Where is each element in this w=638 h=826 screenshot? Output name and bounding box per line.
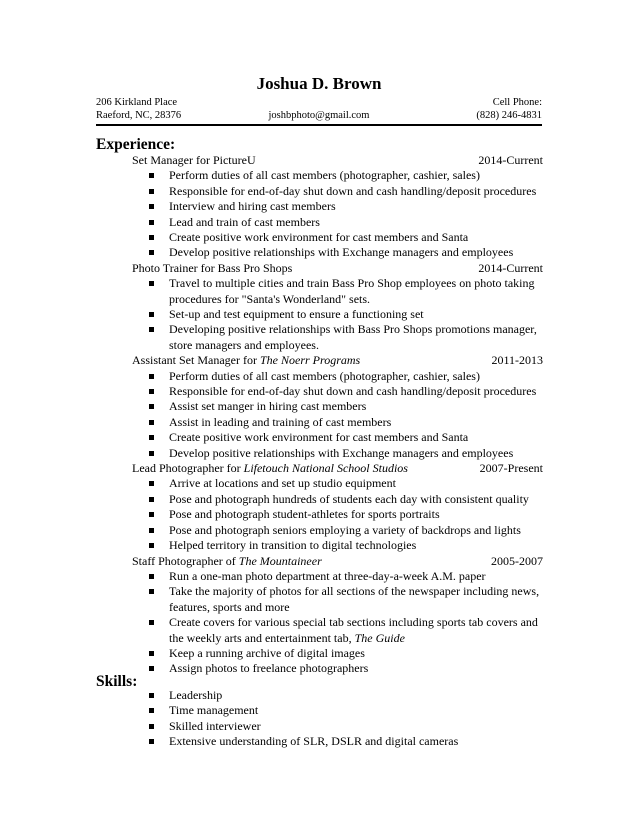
bullet-icon	[149, 574, 154, 579]
job-organization: The Mountaineer	[238, 553, 322, 568]
skills-list	[96, 688, 543, 750]
list-item: Interview and hiring cast members	[96, 199, 543, 214]
bullet-icon	[149, 708, 154, 713]
list-item: Pose and photograph hundreds of students each day with consistent quality	[96, 492, 543, 507]
list-item: Perform duties of all cast members (photographer, cashier, sales)	[96, 369, 543, 384]
job-organization: The Noerr Programs	[259, 353, 361, 368]
job-title-line	[96, 261, 543, 276]
bullet-icon	[149, 724, 154, 729]
job-title-prefix: Staff Photographer of	[132, 553, 239, 568]
list-item: Responsible for end-of-day shut down and cash handling/deposit procedures	[96, 184, 543, 199]
job-duties-list	[96, 369, 543, 461]
list-item: Take the majority of photos for all sections of the newspaper including news, features, sports and more	[96, 584, 543, 615]
bullet-icon	[149, 189, 154, 194]
phone-number: (828) 246-4831	[476, 110, 542, 121]
list-item: Run a one-man photo department at three-day-a-week A.M. paper	[96, 569, 543, 584]
list-item: Extensive understanding of SLR, DSLR and digital cameras	[96, 734, 543, 749]
bullet-icon	[149, 512, 154, 517]
bullet-icon	[149, 451, 154, 456]
list-item: Pose and photograph seniors employing a variety of backdrops and lights	[96, 523, 543, 538]
bullet-icon	[149, 404, 154, 409]
list-item: Developing positive relationships with Bass Pro Shops promotions manager, store managers and employees.	[96, 322, 543, 353]
list-item: Travel to multiple cities and train Bass Pro Shop employees on photo taking procedures for "Santa's Wonderland" sets.	[96, 276, 543, 307]
bullet-icon	[149, 374, 154, 379]
bullet-icon	[149, 220, 154, 225]
bullet-icon	[149, 589, 154, 594]
bullet-icon	[149, 528, 154, 533]
list-item: Assign photos to freelance photographers	[96, 661, 543, 676]
bullet-icon	[149, 651, 154, 656]
resume-name: Joshua D. Brown	[256, 74, 382, 93]
job-duties-list	[96, 168, 543, 260]
list-item: Arrive at locations and set up studio equipment	[96, 476, 543, 491]
email-address: joshbphoto@gmail.com	[268, 110, 370, 121]
address-line-2: Raeford, NC, 28376	[96, 110, 182, 121]
list-item: Develop positive relationships with Exchange managers and employees	[96, 245, 543, 260]
job-dates: 2014-Current	[478, 260, 543, 275]
bullet-icon	[149, 173, 154, 178]
list-item: Assist in leading and training of cast members	[96, 415, 543, 430]
list-item: Set-up and test equipment to ensure a functioning set	[96, 307, 543, 322]
bullet-icon	[149, 250, 154, 255]
job-dates: 2007-Present	[479, 461, 543, 476]
phone-block	[476, 96, 542, 122]
bullet-icon	[149, 435, 154, 440]
list-item: Leadership	[96, 688, 543, 703]
bullet-icon	[149, 693, 154, 698]
job-title-prefix: Assistant Set Manager for	[132, 353, 260, 368]
list-item: Create positive work environment for cast members and Santa	[96, 230, 543, 245]
list-item: Responsible for end-of-day shut down and cash handling/deposit procedures	[96, 384, 543, 399]
bullet-icon	[149, 312, 154, 317]
list-item: Keep a running archive of digital images	[96, 646, 543, 661]
bullet-icon	[149, 497, 154, 502]
publication-name: The Guide	[354, 630, 405, 645]
list-item: Perform duties of all cast members (photographer, cashier, sales)	[96, 168, 543, 183]
list-item: Pose and photograph student-athletes for sports portraits	[96, 507, 543, 522]
job-duties-list	[96, 569, 543, 677]
experience-section	[96, 153, 543, 677]
list-item: Create positive work environment for cast members and Santa	[96, 430, 543, 445]
bullet-icon	[149, 327, 154, 332]
job-organization: Lifetouch National School Studios	[243, 461, 408, 476]
skills-section	[96, 688, 543, 750]
job-duties-list	[96, 276, 543, 353]
list-item: Develop positive relationships with Exchange managers and employees	[96, 446, 543, 461]
header-divider	[96, 124, 542, 126]
job-title-line	[96, 153, 543, 168]
bullet-icon	[149, 420, 154, 425]
list-item: Create covers for various special tab sections including sports tab covers and the weekly arts and entertainment tab, The Guide	[96, 615, 543, 646]
job-duties-list	[96, 476, 543, 553]
bullet-icon	[149, 235, 154, 240]
list-item: Lead and train of cast members	[96, 215, 543, 230]
job-dates: 2011-2013	[491, 353, 543, 368]
bullet-icon	[149, 543, 154, 548]
bullet-icon	[149, 620, 154, 625]
skills-heading: Skills:	[96, 673, 138, 690]
job-title: Set Manager for PictureU	[132, 153, 256, 167]
experience-heading: Experience:	[96, 136, 176, 153]
job-title: Photo Trainer for Bass Pro Shops	[132, 260, 293, 275]
job-title-line	[96, 554, 543, 569]
bullet-icon	[149, 481, 154, 486]
job-title-line	[96, 353, 543, 368]
bullet-icon	[149, 389, 154, 394]
job-dates: 2005-2007	[491, 553, 543, 568]
list-item: Time management	[96, 703, 543, 718]
job-title-line	[96, 461, 543, 476]
job-dates: 2014-Current	[478, 153, 543, 167]
list-item: Helped territory in transition to digital technologies	[96, 538, 543, 553]
list-item: Skilled interviewer	[96, 719, 543, 734]
list-item: Assist set manger in hiring cast members	[96, 399, 543, 414]
bullet-icon	[149, 204, 154, 209]
bullet-icon	[149, 281, 154, 286]
job-title-prefix: Lead Photographer for	[132, 461, 244, 476]
bullet-icon	[149, 739, 154, 744]
address-line-1: 206 Kirkland Place	[96, 97, 178, 108]
bullet-icon	[149, 666, 154, 671]
phone-label: Cell Phone:	[492, 97, 542, 108]
